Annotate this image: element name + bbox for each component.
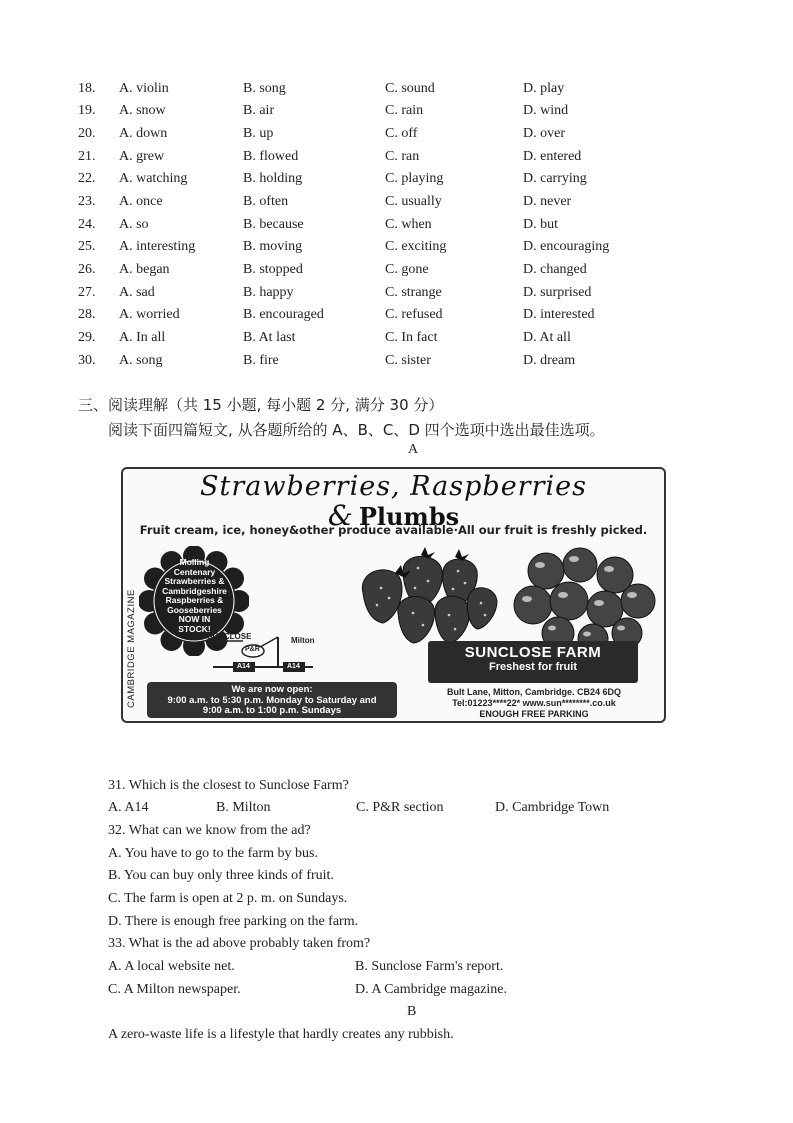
- parking-line: ENOUGH FREE PARKING: [479, 709, 589, 719]
- option-b: B. song: [243, 81, 286, 96]
- question-number: 21.: [78, 149, 96, 164]
- option-b: B. often: [243, 194, 289, 209]
- q32-option-c: C. The farm is open at 2 p. m. on Sundays.: [108, 891, 348, 906]
- hours-line: 9:00 a.m. to 5:30 p.m. Monday to Saturday and: [167, 694, 377, 706]
- q33-option-a: A. A local website net.: [108, 959, 235, 974]
- option-d: D. encouraging: [523, 239, 610, 254]
- question-number: 26.: [78, 262, 96, 277]
- option-c: C. when: [385, 217, 432, 232]
- option-c: C. sound: [385, 81, 435, 96]
- question-number: 20.: [78, 126, 96, 141]
- option-c: C. usually: [385, 194, 442, 209]
- ad-subtitle-text: Plumbs: [358, 502, 460, 531]
- badge-line: Raspberries &: [165, 595, 224, 605]
- question-number: 23.: [78, 194, 96, 209]
- q32-option-d: D. There is enough free parking on the farm.: [108, 914, 359, 929]
- q31-option-c: C. P&R section: [356, 800, 444, 815]
- option-d: D. but: [523, 217, 558, 232]
- ad-subtitle-ampersand: &: [327, 499, 353, 532]
- hours-line: We are now open:: [231, 684, 313, 695]
- badge-line: STOCK!: [178, 623, 211, 634]
- option-c: C. off: [385, 126, 418, 141]
- question-number: 22.: [78, 171, 96, 186]
- ad-title: Strawberries, Raspberries: [200, 471, 587, 502]
- opening-hours: [147, 682, 397, 718]
- option-c: C. exciting: [385, 239, 447, 254]
- option-a: A. down: [119, 126, 168, 141]
- strawberries-icon: [362, 547, 497, 643]
- option-c: C. ran: [385, 149, 420, 164]
- option-b: B. stopped: [243, 262, 303, 277]
- question-31: 31. Which is the closest to Sunclose Farm?: [108, 778, 349, 793]
- option-b: B. fire: [243, 353, 279, 368]
- question-number: 18.: [78, 81, 96, 96]
- option-a: A. interesting: [119, 239, 196, 254]
- ad-tagline: Fruit cream, ice, honey&other produce available·All our fruit is freshly picked.: [139, 523, 648, 537]
- farm-name: SUNCLOSE FARM: [464, 644, 602, 661]
- option-a: A. song: [119, 353, 163, 368]
- q32-option-b: B. You can buy only three kinds of fruit.: [108, 868, 334, 883]
- question-33: 33. What is the ad above probably taken from?: [108, 936, 371, 951]
- question-32: 32. What can we know from the ad?: [108, 823, 311, 838]
- option-a: A. grew: [119, 149, 165, 164]
- option-d: D. wind: [523, 103, 569, 118]
- option-a: A. snow: [119, 103, 166, 118]
- option-a: A. violin: [119, 81, 169, 96]
- option-c: C. playing: [385, 171, 444, 186]
- contact-line: Tel:01223****22* www.sun********.co.uk: [452, 698, 616, 708]
- map-label-a14: A14: [237, 663, 250, 670]
- question-number: 27.: [78, 285, 96, 300]
- question-number: 30.: [78, 353, 96, 368]
- option-a: A. so: [119, 217, 149, 232]
- option-b: B. holding: [243, 171, 303, 186]
- badge-line: Centenary: [173, 566, 216, 577]
- option-b: B. because: [243, 217, 304, 232]
- location-map: [193, 629, 323, 679]
- option-b: B. up: [243, 126, 274, 141]
- option-c: C. refused: [385, 307, 443, 322]
- option-d: D. over: [523, 126, 565, 141]
- farm-name-box: [428, 641, 638, 683]
- option-d: D. surprised: [523, 285, 592, 300]
- badge-line: Strawberries &: [164, 576, 225, 586]
- map-label-a14: A14: [287, 663, 300, 670]
- option-c: C. In fact: [385, 330, 438, 345]
- option-a: A. once: [119, 194, 163, 209]
- q31-option-a: A. A14: [108, 800, 149, 815]
- option-a: A. worried: [119, 307, 180, 322]
- question-number: 24.: [78, 217, 96, 232]
- option-b: B. moving: [243, 239, 303, 254]
- option-c: C. rain: [385, 103, 424, 118]
- option-b: B. happy: [243, 285, 294, 300]
- option-b: B. At last: [243, 330, 296, 345]
- farm-advertisement: [121, 467, 666, 723]
- option-b: B. flowed: [243, 149, 299, 164]
- ad-side-text: CAMBRIDGE MAGAZINE: [126, 589, 137, 709]
- q33-option-c: C. A Milton newspaper.: [108, 982, 241, 997]
- question-number: 19.: [78, 103, 96, 118]
- option-a: A. watching: [119, 171, 188, 186]
- option-a: A. sad: [119, 285, 155, 300]
- map-label-sunclose: SUNCLOSE: [207, 632, 252, 641]
- option-d: D. play: [523, 81, 565, 96]
- option-d: D. carrying: [523, 171, 587, 186]
- farm-slogan: Freshest for fruit: [488, 661, 577, 673]
- option-d: D. interested: [523, 307, 595, 322]
- map-label-pr: P&R: [245, 646, 260, 653]
- option-a: A. began: [119, 262, 170, 277]
- stock-badge-text: [151, 558, 238, 634]
- badge-line: Molling: [179, 557, 210, 567]
- section-instruction: 阅读下面四篇短文, 从各题所给的 A、B、C、D 四个选项中选出最佳选项。: [108, 421, 605, 439]
- q33-option-d: D. A Cambridge magazine.: [355, 982, 508, 997]
- farm-address: [403, 687, 665, 720]
- option-b: B. air: [243, 103, 275, 118]
- map-label-milton: Milton: [291, 636, 315, 645]
- option-c: C. gone: [385, 262, 429, 277]
- badge-line: Gooseberries: [167, 604, 222, 615]
- address-line: Bult Lane, Mitton, Cambridge. CB24 6DQ: [446, 687, 621, 697]
- badge-line: NOW IN: [178, 614, 211, 624]
- q33-option-b: B. Sunclose Farm's report.: [355, 959, 504, 974]
- option-d: D. At all: [523, 330, 571, 345]
- plums-icon: [514, 548, 655, 653]
- passage-b-label: B: [407, 1004, 417, 1019]
- section-title: 三、阅读理解（共 15 小题, 每小题 2 分, 满分 30 分）: [78, 396, 444, 414]
- option-d: D. changed: [523, 262, 587, 277]
- fruit-illustration-icon: [343, 543, 661, 653]
- passage-a-label: A: [408, 442, 419, 457]
- q31-option-d: D. Cambridge Town: [495, 800, 610, 815]
- badge-line: Cambridgeshire: [162, 585, 227, 596]
- question-number: 25.: [78, 239, 96, 254]
- option-b: B. encouraged: [243, 307, 324, 322]
- hours-line: 9:00 a.m. to 1:00 p.m. Sundays: [202, 705, 342, 716]
- question-number: 28.: [78, 307, 96, 322]
- question-number: 29.: [78, 330, 96, 345]
- option-c: C. strange: [385, 285, 442, 300]
- option-d: D. never: [523, 194, 572, 209]
- option-d: D. entered: [523, 149, 582, 164]
- option-d: D. dream: [523, 353, 576, 368]
- passage-b-first-line: A zero-waste life is a lifestyle that hardly creates any rubbish.: [108, 1027, 454, 1042]
- q31-option-b: B. Milton: [216, 800, 271, 815]
- option-a: A. In all: [119, 330, 166, 345]
- option-c: C. sister: [385, 353, 431, 368]
- q32-option-a: A. You have to go to the farm by bus.: [108, 846, 318, 861]
